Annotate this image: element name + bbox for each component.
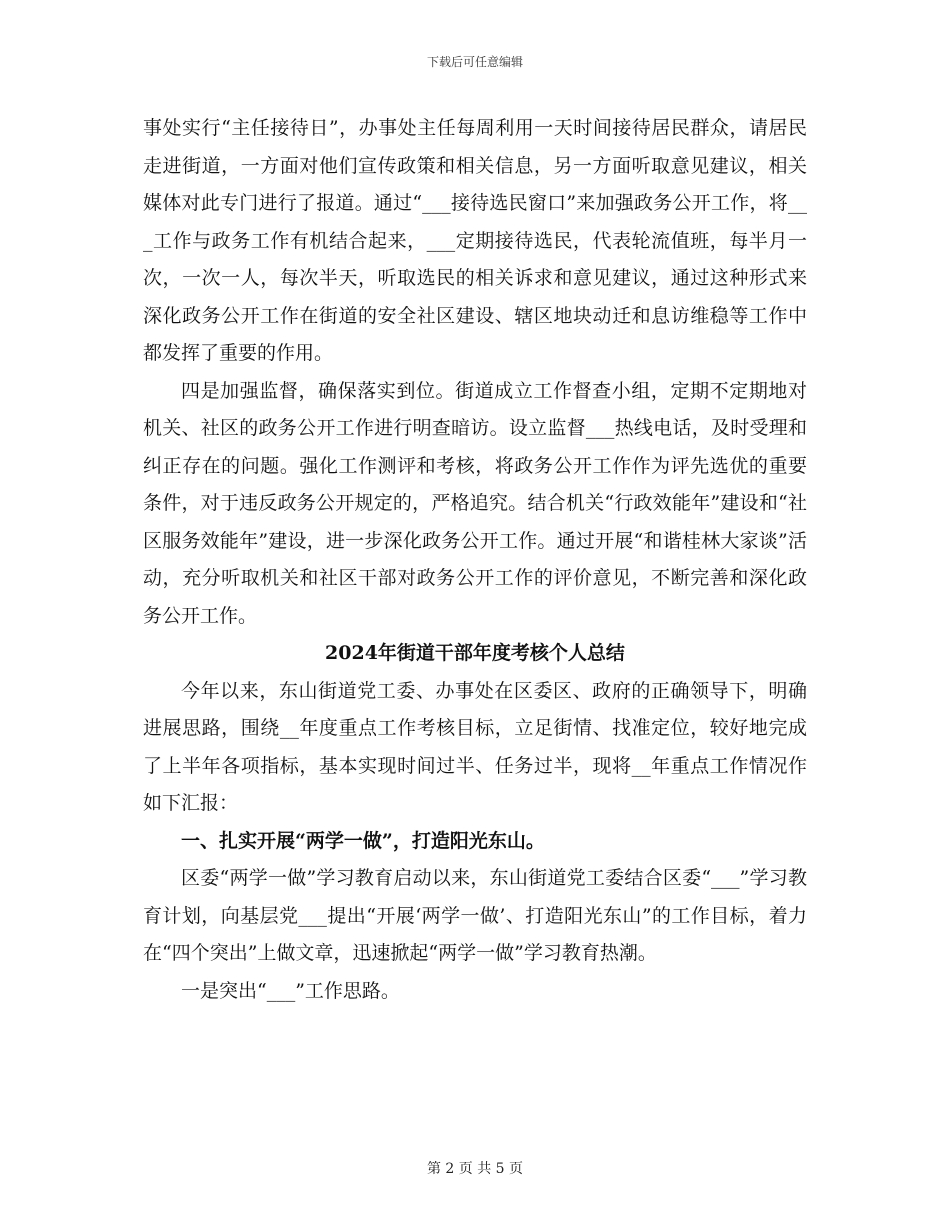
section-paragraph-2: 区委“两学一做”学习教育启动以来，东山街道党工委结合区委“___”学习教育计划，向基层党___提出“开展‘两学一做’、打造阳光东山”的工作目标，着力在“四个突出”上做文章，迅速掀起“两学一做”学习教育热潮。 — [143, 867, 807, 964]
document-body — [143, 110, 807, 1010]
section-paragraph-3: 一是突出“___”工作思路。 — [181, 979, 400, 1002]
section-paragraph-1: 今年以来，东山街道党工委、办事处在区委区、政府的正确领导下，明确进展思路，围绕__年度重点工作考核目标，立足街情、找准定位，较好地完成了上半年各项指标，基本实现时间过半、任务过半，现将__年重点工作情况作如下汇报： — [143, 679, 807, 814]
body-paragraph-1: 事处实行“主任接待日”，办事处主任每周利用一天时间接待居民群众，请居民走进街道，一方面对他们宣传政策和相关信息，另一方面听取意见建议，相关媒体对此专门进行了报道。通过“___接待选民窗口”来加强政务公开工作，将___工作与政务工作有机结合起来，___定期接待选民，代表轮流值班，每半月一次，一次一人，每次半天，听取选民的相关诉求和意见建议，通过这种形式来深化政务公开工作在街道的安全社区建设、辖区地块动迁和息访维稳等工作中都发挥了重要的作用。 — [143, 117, 807, 364]
body-paragraph-2: 四是加强监督，确保落实到位。街道成立工作督查小组，定期不定期地对机关、社区的政务公开工作进行明查暗访。设立监督___热线电话，及时受理和纠正存在的问题。强化工作测评和考核，将政务公开工作作为评先选优的重要条件，对于违反政务公开规定的，严格追究。结合机关“行政效能年”建设和“社区服务效能年”建设，进一步深化政务公开工作。通过开展“和谐桂林大家谈”活动，充分听取机关和社区干部对政务公开工作的评价意见，不断完善和深化政务公开工作。 — [143, 379, 807, 627]
page-footer: 第 2 页 共 5 页 — [426, 1161, 524, 1177]
section-heading-1: 一、扎实开展“两学一做”，打造阳光东山。 — [181, 829, 545, 852]
section-title: 2024年街道干部年度考核个人总结 — [325, 642, 625, 664]
page-header: 下载后可任意编辑 — [426, 55, 523, 69]
